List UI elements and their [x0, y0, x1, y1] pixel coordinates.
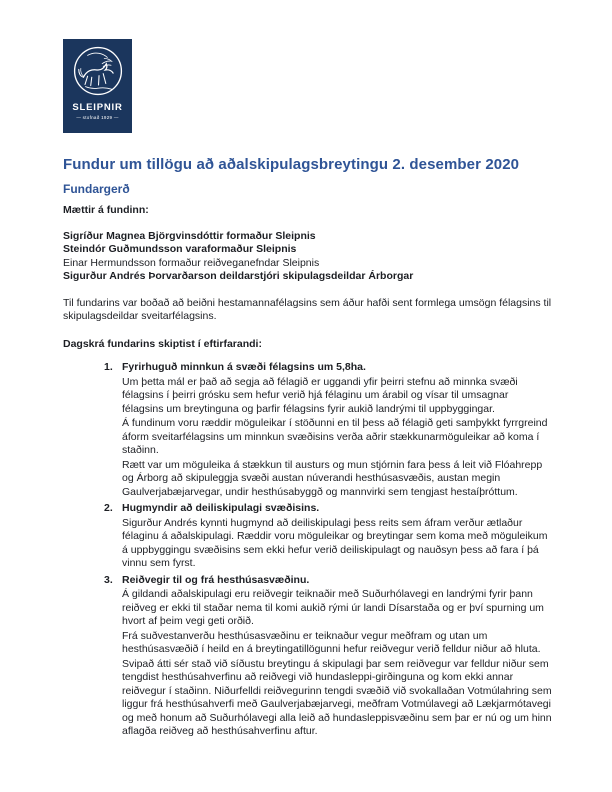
agenda-item-body	[122, 502, 552, 572]
agenda-item-2	[104, 502, 552, 572]
attendee-name: Sigríður Magnea Björgvinsdóttir formaður Sleipnis	[63, 229, 316, 242]
agenda-item-body	[122, 361, 552, 500]
attendees-label: Mættir á fundinn:	[63, 204, 149, 216]
logo-tagline: — stofnað 1929 —	[76, 115, 119, 120]
intro-paragraph: Til fundarins var boðað að beiðni hestamannafélagsins sem áður hafði sent formlega umsögn félagsins til skipulagsdeildar sveitarfélagsins.	[63, 296, 552, 322]
agenda-item-paragraph: Svipað átti sér stað við síðustu breytingu á skipulagi þar sem reiðvegur var felldur niður sem tengdist hesthúsahverfinu að reiðvegi við hundasleppi-girðinguna og kom ekki annar reiðvegur í staðinn. Niðurfelldi reiðvegurinn tengdi svæðið við svokallaðan Votmúlahring sem liggur frá hesthúsahverfi með Gaulverjabæjarvegi, meðfram Votmúlavegi að Lækjarmótavegi og með honum að Suðurhólavegi alla leið að hundasleppisvæðinu sem þar er nú og um hinn aflagða reiðveg að hesthúsahverfinu aftur.	[122, 657, 552, 737]
agenda-item-paragraph: Rætt var um möguleika á stækkun til austurs og mun stjórnin fara þess á leit við Flóahrepp og Árborg að skipuleggja svæði austan núverandi hesthúsasvæðis, austan megin Gaulverjabæjarvegar, undir hesthúsabyggð og mannvirki sem tengjast hestaíþróttum.	[122, 458, 543, 498]
agenda-label: Dagskrá fundarins skiptist í eftirfarandi:	[63, 337, 262, 350]
agenda-item-title: Reiðvegir til og frá hesthúsasvæðinu.	[122, 573, 310, 586]
agenda-item-1	[104, 361, 552, 500]
agenda-item-number: 2.	[104, 502, 113, 514]
document-content	[63, 39, 552, 742]
agenda-item-3	[104, 574, 552, 740]
attendees-list	[63, 230, 552, 284]
sleipnir-logo	[63, 39, 132, 133]
agenda-item-paragraph: Um þetta mál er það að segja að félagið er uggandi yfir þeirri stefnu að minnka svæði félagsins í þeirri grósku sem hefur verið hjá félaginu um árabil og vísar til umsagnar félagsins um breytinguna og þarfir félagsins fyrir aukið landrými til uppbyggingar.	[122, 375, 518, 415]
page-title: Fundur um tillögu að aðalskipulagsbreytingu 2. desember 2020	[63, 156, 520, 173]
agenda-item-title: Hugmyndir að deiliskipulagi svæðisins.	[122, 502, 320, 514]
attendee-name: Steindór Guðmundsson varaformaður Sleipnis	[63, 243, 297, 255]
agenda-item-paragraph: Frá suðvestanverðu hesthúsasvæðinu er teiknaður vegur meðfram og utan um hesthúsasvæðið í heild en á breytingatillögunni hefur reiðvegur verið felldur niður að hluta.	[122, 629, 541, 655]
agenda-item-body	[122, 574, 552, 740]
attendee-name: Sigurður Andrés Þorvarðarson deildarstjóri skipulagsdeildar Árborgar	[63, 270, 414, 282]
horse-icon	[72, 45, 124, 97]
agenda-item-title: Fyrirhuguð minnkun á svæði félagsins um 5,8ha.	[122, 361, 366, 373]
attendee-name: Einar Hermundsson formaður reiðveganefndar Sleipnis	[63, 256, 320, 269]
agenda-item-paragraph: Á gildandi aðalskipulagi eru reiðvegir teiknaðir með Suðurhólavegi en landrými fyrir þann reiðveg er ekki til staðar nema til komi aukið rými úr landi Dísarstaða og er því spurning um hvort af þeim vegi geti orðið.	[122, 588, 544, 627]
agenda-item-paragraph: Á fundinum voru ræddir möguleikar í stöðunni en til þess að félagið geti samþykkt fyrrgreind áform sveitarfélagsins um minnkun svæðisins verða aðrir stækkunarmöguleikar að koma í staðinn.	[122, 417, 548, 456]
agenda-item-number: 1.	[104, 361, 113, 373]
agenda-list	[63, 361, 552, 740]
logo-wordmark: SLEIPNIR	[72, 102, 123, 113]
page-subtitle: Fundargerð	[63, 182, 130, 196]
agenda-item-paragraph: Sigurður Andrés kynnti hugmynd að deiliskipulagi þess reits sem áfram verður ætlaður félaginu á aðalskipulagi. Ræddir voru möguleikar og breytingar sem koma með möguleikum á uppbyggingu svæðisins sem ekki hefur verið deiliskipulagt og nauðsyn þess að fara í þá vinnu sem fyrst.	[122, 516, 548, 569]
agenda-item-number: 3.	[104, 573, 113, 586]
